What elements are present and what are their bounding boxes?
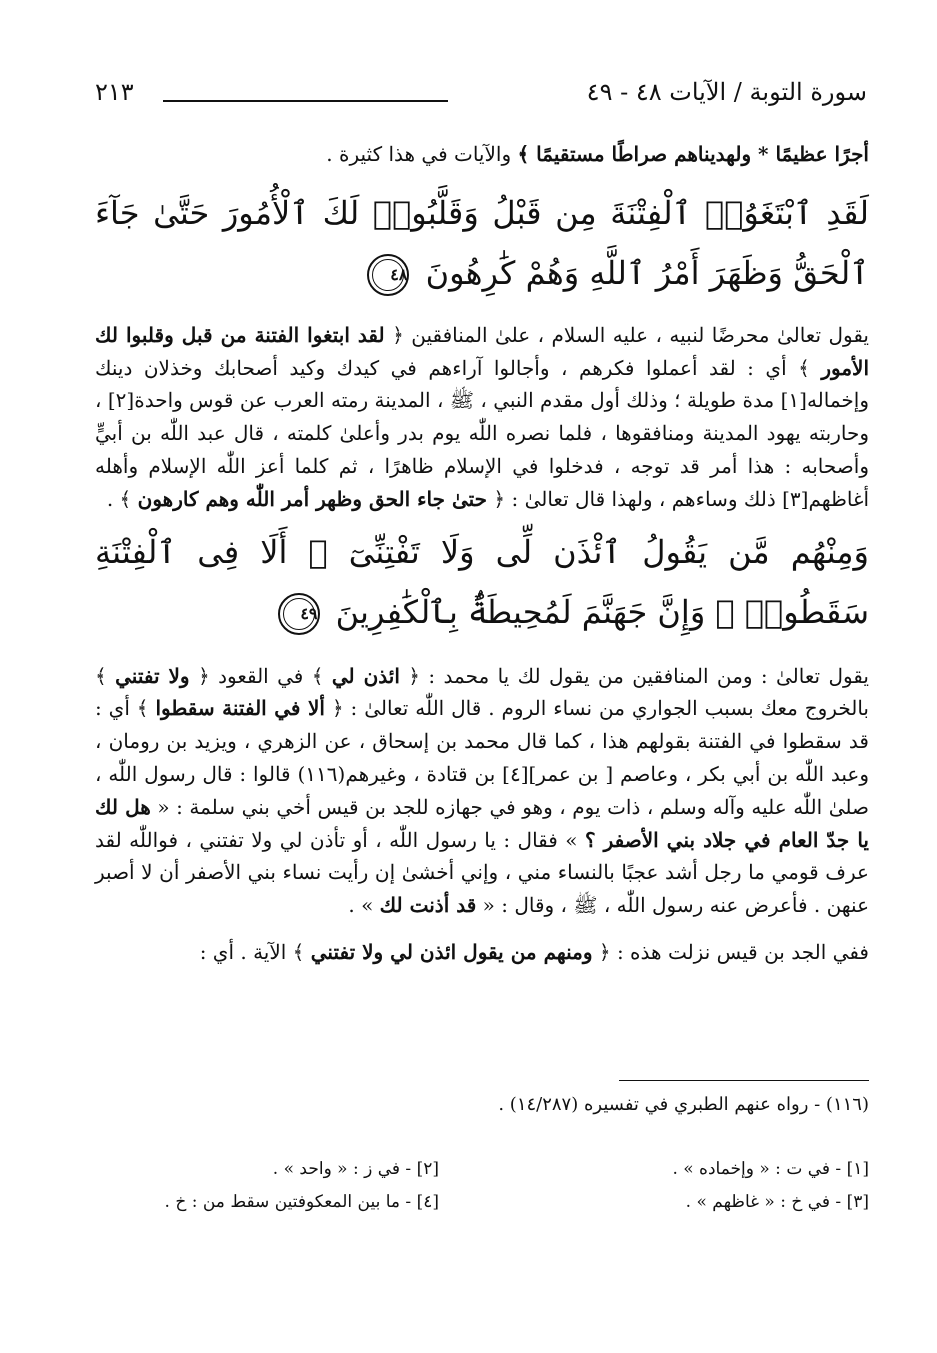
running-title: سورة التوبة / الآيات ٤٨ - ٤٩ <box>586 78 867 106</box>
footnote-separator <box>619 1080 869 1081</box>
text-run: ففي الجد بن قيس نزلت هذه : ﴿ <box>592 939 869 964</box>
quran-verse-48 <box>95 183 869 303</box>
quoted-verse: لقد ابتغوا الفتنة من قبل وقلبوا لك الأمور <box>95 322 869 380</box>
text-run: ﴾ أي : لقد أعملوا فكرهم ، وأجالوا آراءهم في كيدك وكيد أصحابك وخذلان دينك وإخماله[١] مدة طويلة ؛ وذلك أول مقدم النبي ، ﷺ ، المدينة رمته العرب عن قوس واحدة[٢] ، وحاربته يهود المدينة ومنافقوها ، فلما نصره اللّٰه يوم بدر وأعلىٰ كلمته ، قال عبد اللّٰه بن أبيٍّ وأصحابه : هذا أمر قد توجه ، فدخلوا في الإسلام ظاهرًا ، ثم كلما أعز اللّٰه الإسلام وأهله أغاظهم[٣] ذلك وساءهم ، ولهذا قال تعالىٰ : ﴿ <box>95 355 870 511</box>
quoted-verse: ومنهم من يقول ائذن لي ولا تفتني <box>310 939 593 964</box>
quran-verse-49 <box>95 522 869 642</box>
verse-text: وَمِنْهُم مَّن يَقُولُ ٱئْذَن لِّى وَلَا تَفْتِنِّىٓ ۚ أَلَا فِى ٱلْفِتْنَةِ سَقَطُوا۟ ۗ وَإِنَّ جَهَنَّمَ لَمُحِيطَةٌۢ بِٱلْكَٰفِرِينَ <box>95 532 869 631</box>
footnote-3: [٣] - في خ : « غاظهم » . <box>685 1192 869 1212</box>
text-run: يقول تعالىٰ محرضًا لنبيه ، عليه السلام ، علىٰ المنافقين ﴿ <box>384 322 870 347</box>
text-run: ﴾ أي : قد سقطوا في الفتنة بقولهم هذا ، كما قال محمد بن إسحاق ، عن الزهري ، ويزيد بن رومان ، وعبد اللّٰه بن أبي بكر ، وعاصم [ بن عمر][٤] بن قتادة ، وغيرهم(١١٦) قالوا : قال رسول اللّٰه ، صلىٰ اللّٰه عليه وآله وسلم ، ذات يوم ، وهو في جهازه للجد بن قيس أخي بني سلمة : « <box>95 696 870 819</box>
verse-text: لَقَدِ ٱبْتَغَوُا۟ ٱلْفِتْنَةَ مِن قَبْلُ وَقَلَّبُوا۟ لَكَ ٱلْأُمُورَ حَتَّىٰ جَآءَ ٱلْحَقُّ وَظَهَرَ أَمْرُ ٱللَّهِ وَهُمْ كَٰرِهُونَ <box>95 193 870 292</box>
ayah-number-marker: ٤٩ <box>278 593 320 635</box>
text-run: ﴾ . <box>106 486 138 511</box>
commentary-paragraph-1 <box>95 319 869 516</box>
intro-text: والآيات في هذا كثيرة . <box>326 142 518 166</box>
footnote-1: [١] - في ت : « وإخماده » . <box>672 1159 869 1179</box>
footnote-116: (١١٦) - رواه عنهم الطبري في تفسيره (١٤/٢٨٧) . <box>498 1094 869 1115</box>
intro-paragraph <box>95 138 869 171</box>
quoted-verse: ولا تفتني <box>115 663 190 688</box>
quoted-hadith: قد أذنت لك <box>379 893 477 918</box>
text-run: ﴾ الآية . أي : <box>199 939 311 964</box>
page-header <box>95 78 867 118</box>
paragraph-gap <box>95 922 869 936</box>
text-run: يقول تعالىٰ : ومن المنافقين من يقول لك يا محمد : ﴿ <box>399 663 869 688</box>
text-run: ﴾ بالخروج معك بسبب الجواري من نساء الروم . قال اللّٰه تعالىٰ : ﴿ <box>95 663 869 721</box>
page-number: ٢١٣ <box>95 78 134 106</box>
text-run: » . <box>348 893 380 918</box>
quoted-verse: حتىٰ جاء الحق وظهر أمر اللّٰه وهم كارهون <box>137 486 488 511</box>
commentary-paragraph-3 <box>95 936 869 969</box>
footnote-4: [٤] - ما بين المعكوفتين سقط من : خ . <box>164 1192 439 1212</box>
quoted-verse: ائذن لي <box>331 663 400 688</box>
footnote-row <box>95 1153 869 1186</box>
footnote-row <box>95 1186 869 1219</box>
text-run: ﴾ في القعود ﴿ <box>189 663 332 688</box>
commentary-paragraph-2 <box>95 660 869 922</box>
quoted-verse: ألا في الفتنة سقطوا <box>155 696 325 721</box>
text-run: » فقال : يا رسول اللّٰه ، أو تأذن لي ولا تفتني ، فواللّٰه لقد عرف قومي ما رجل أشد عجبًا بالنساء مني ، وإني أخشىٰ إن رأيت نساء بني الأصفر أن لا أصبر عنهن . فأعرض عنه رسول اللّٰه ، ﷺ ، وقال : « <box>95 827 869 918</box>
header-rule <box>163 100 448 102</box>
intro-quote: أجرًا عظيمًا * ولهديناهم صراطًا مستقيمًا ﴾ <box>517 142 869 166</box>
variant-footnotes <box>95 1153 869 1219</box>
main-text <box>95 138 869 969</box>
quoted-hadith: هل لك يا جدّ العام في جلاد بني الأصفر ؟ <box>95 794 869 852</box>
ayah-number-marker: ٤٨ <box>367 254 409 296</box>
footnote-2: [٢] - في ز : « واحد » . <box>272 1159 439 1179</box>
